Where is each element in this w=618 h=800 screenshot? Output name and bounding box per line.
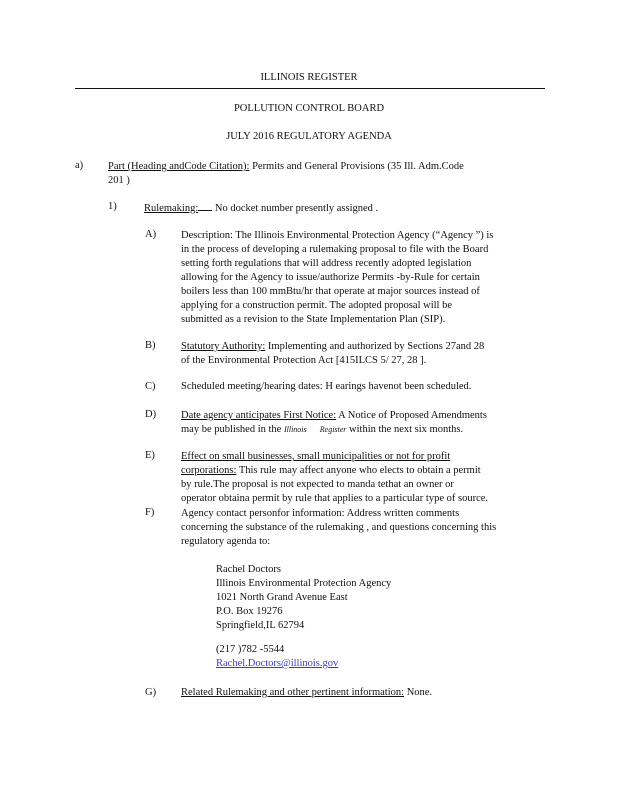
rulemaking-text: No docket number presently assigned . bbox=[212, 203, 379, 214]
item-e-marker: E) bbox=[145, 450, 155, 461]
effect-line4: operator obtaina permit by rule that applies to a particular type of source. bbox=[181, 493, 489, 504]
part-heading-label: Part (Heading andCode Citation): bbox=[108, 161, 250, 172]
contact-line: regulatory agenda to: bbox=[181, 536, 271, 547]
contact-phone: (217 )782 -5544 bbox=[216, 644, 285, 655]
authority-text: Implementing and authorized by Sections 27and 28 bbox=[265, 341, 485, 352]
item-e-effect bbox=[181, 450, 541, 506]
related-label: Related Rulemaking and other pertinent information: bbox=[181, 687, 405, 698]
first-notice-line2: may be published in the bbox=[181, 424, 284, 435]
item-g-marker: G) bbox=[145, 687, 157, 698]
register-title: ILLINOIS REGISTER bbox=[260, 72, 358, 83]
item-g-related bbox=[181, 687, 432, 698]
contact-pobox: P.O. Box 19276 bbox=[216, 606, 283, 617]
effect-label-line2: corporations: bbox=[181, 465, 237, 476]
agenda-title: JULY 2016 REGULATORY AGENDA bbox=[226, 131, 392, 142]
desc-line: Description: The Illinois Environmental Protection Agency (“Agency ”) is bbox=[181, 230, 494, 241]
contact-line: Agency contact personfor information: Address written comments bbox=[181, 508, 460, 519]
contact-org: Illinois Environmental Protection Agency bbox=[216, 578, 392, 589]
part-marker: a) bbox=[75, 160, 84, 171]
item-f-contact bbox=[181, 507, 541, 549]
desc-line: applying for a construction permit. The adopted proposal will be bbox=[181, 300, 452, 311]
item-a-description bbox=[181, 229, 541, 327]
desc-line: allowing for the Agency to issue/authorize Permits -by-Rule for certain bbox=[181, 272, 480, 283]
part-heading-text: Permits and General Provisions (35 Ill. Adm.Code bbox=[249, 161, 464, 172]
rulemaking-label: Rulemaking: bbox=[144, 203, 199, 214]
contact-email-link[interactable]: Rachel.Doctors@illinois.gov bbox=[216, 658, 339, 669]
item-c-marker: C) bbox=[145, 381, 156, 392]
effect-line2: This rule may affect anyone who elects to obtain a permit bbox=[236, 465, 481, 476]
illinois-italic: Illinois bbox=[283, 425, 307, 434]
related-text: None. bbox=[404, 687, 433, 698]
desc-line: setting forth regulations that will address recently adopted legislation bbox=[181, 258, 472, 269]
rulemaking-line bbox=[144, 201, 378, 214]
contact-line: concerning the substance of the rulemaking , and questions concerning this bbox=[181, 522, 497, 533]
item-b-authority bbox=[181, 340, 541, 368]
header-rule bbox=[75, 88, 545, 89]
desc-line: in the process of developing a rulemaking proposal to file with the Board bbox=[181, 244, 489, 255]
first-notice-line2-end: within the next six months. bbox=[346, 424, 464, 435]
first-notice-text: A Notice of Proposed Amendments bbox=[336, 410, 487, 421]
effect-label-line1: Effect on small businesses, small municipalities or not for profit bbox=[181, 451, 451, 462]
authority-line2: of the Environmental Protection Act [415ILCS 5/ 27, 28 ]. bbox=[181, 355, 427, 366]
contact-street: 1021 North Grand Avenue East bbox=[216, 592, 348, 603]
desc-line: boilers less than 100 mmBtu/hr that operate at major sources instead of bbox=[181, 286, 480, 297]
contact-phone-email bbox=[216, 643, 516, 671]
desc-line: submitted as a revision to the State Implementation Plan (SIP). bbox=[181, 314, 446, 325]
board-title: POLLUTION CONTROL BOARD bbox=[233, 103, 385, 114]
contact-name: Rachel Doctors bbox=[216, 564, 282, 575]
item-b-marker: B) bbox=[145, 340, 156, 351]
first-notice-label: Date agency anticipates First Notice: bbox=[181, 410, 337, 421]
item-a-marker: A) bbox=[145, 229, 157, 240]
contact-address bbox=[216, 563, 516, 633]
item-d-marker: D) bbox=[145, 409, 157, 420]
contact-city: Springfield,IL 62794 bbox=[216, 620, 305, 631]
item-d-first-notice bbox=[181, 409, 541, 437]
part-heading-line2: 201 ) bbox=[108, 175, 130, 186]
authority-label: Statutory Authority: bbox=[181, 341, 266, 352]
item-c-schedule: Scheduled meeting/hearing dates: H earings havenot been scheduled. bbox=[181, 381, 472, 392]
effect-line3: by rule.The proposal is not expected to manda tethat an owner or bbox=[181, 479, 454, 490]
item-f-marker: F) bbox=[145, 507, 155, 518]
part-heading bbox=[108, 160, 548, 188]
register-italic: Register bbox=[319, 425, 347, 434]
rulemaking-marker: 1) bbox=[108, 201, 117, 212]
